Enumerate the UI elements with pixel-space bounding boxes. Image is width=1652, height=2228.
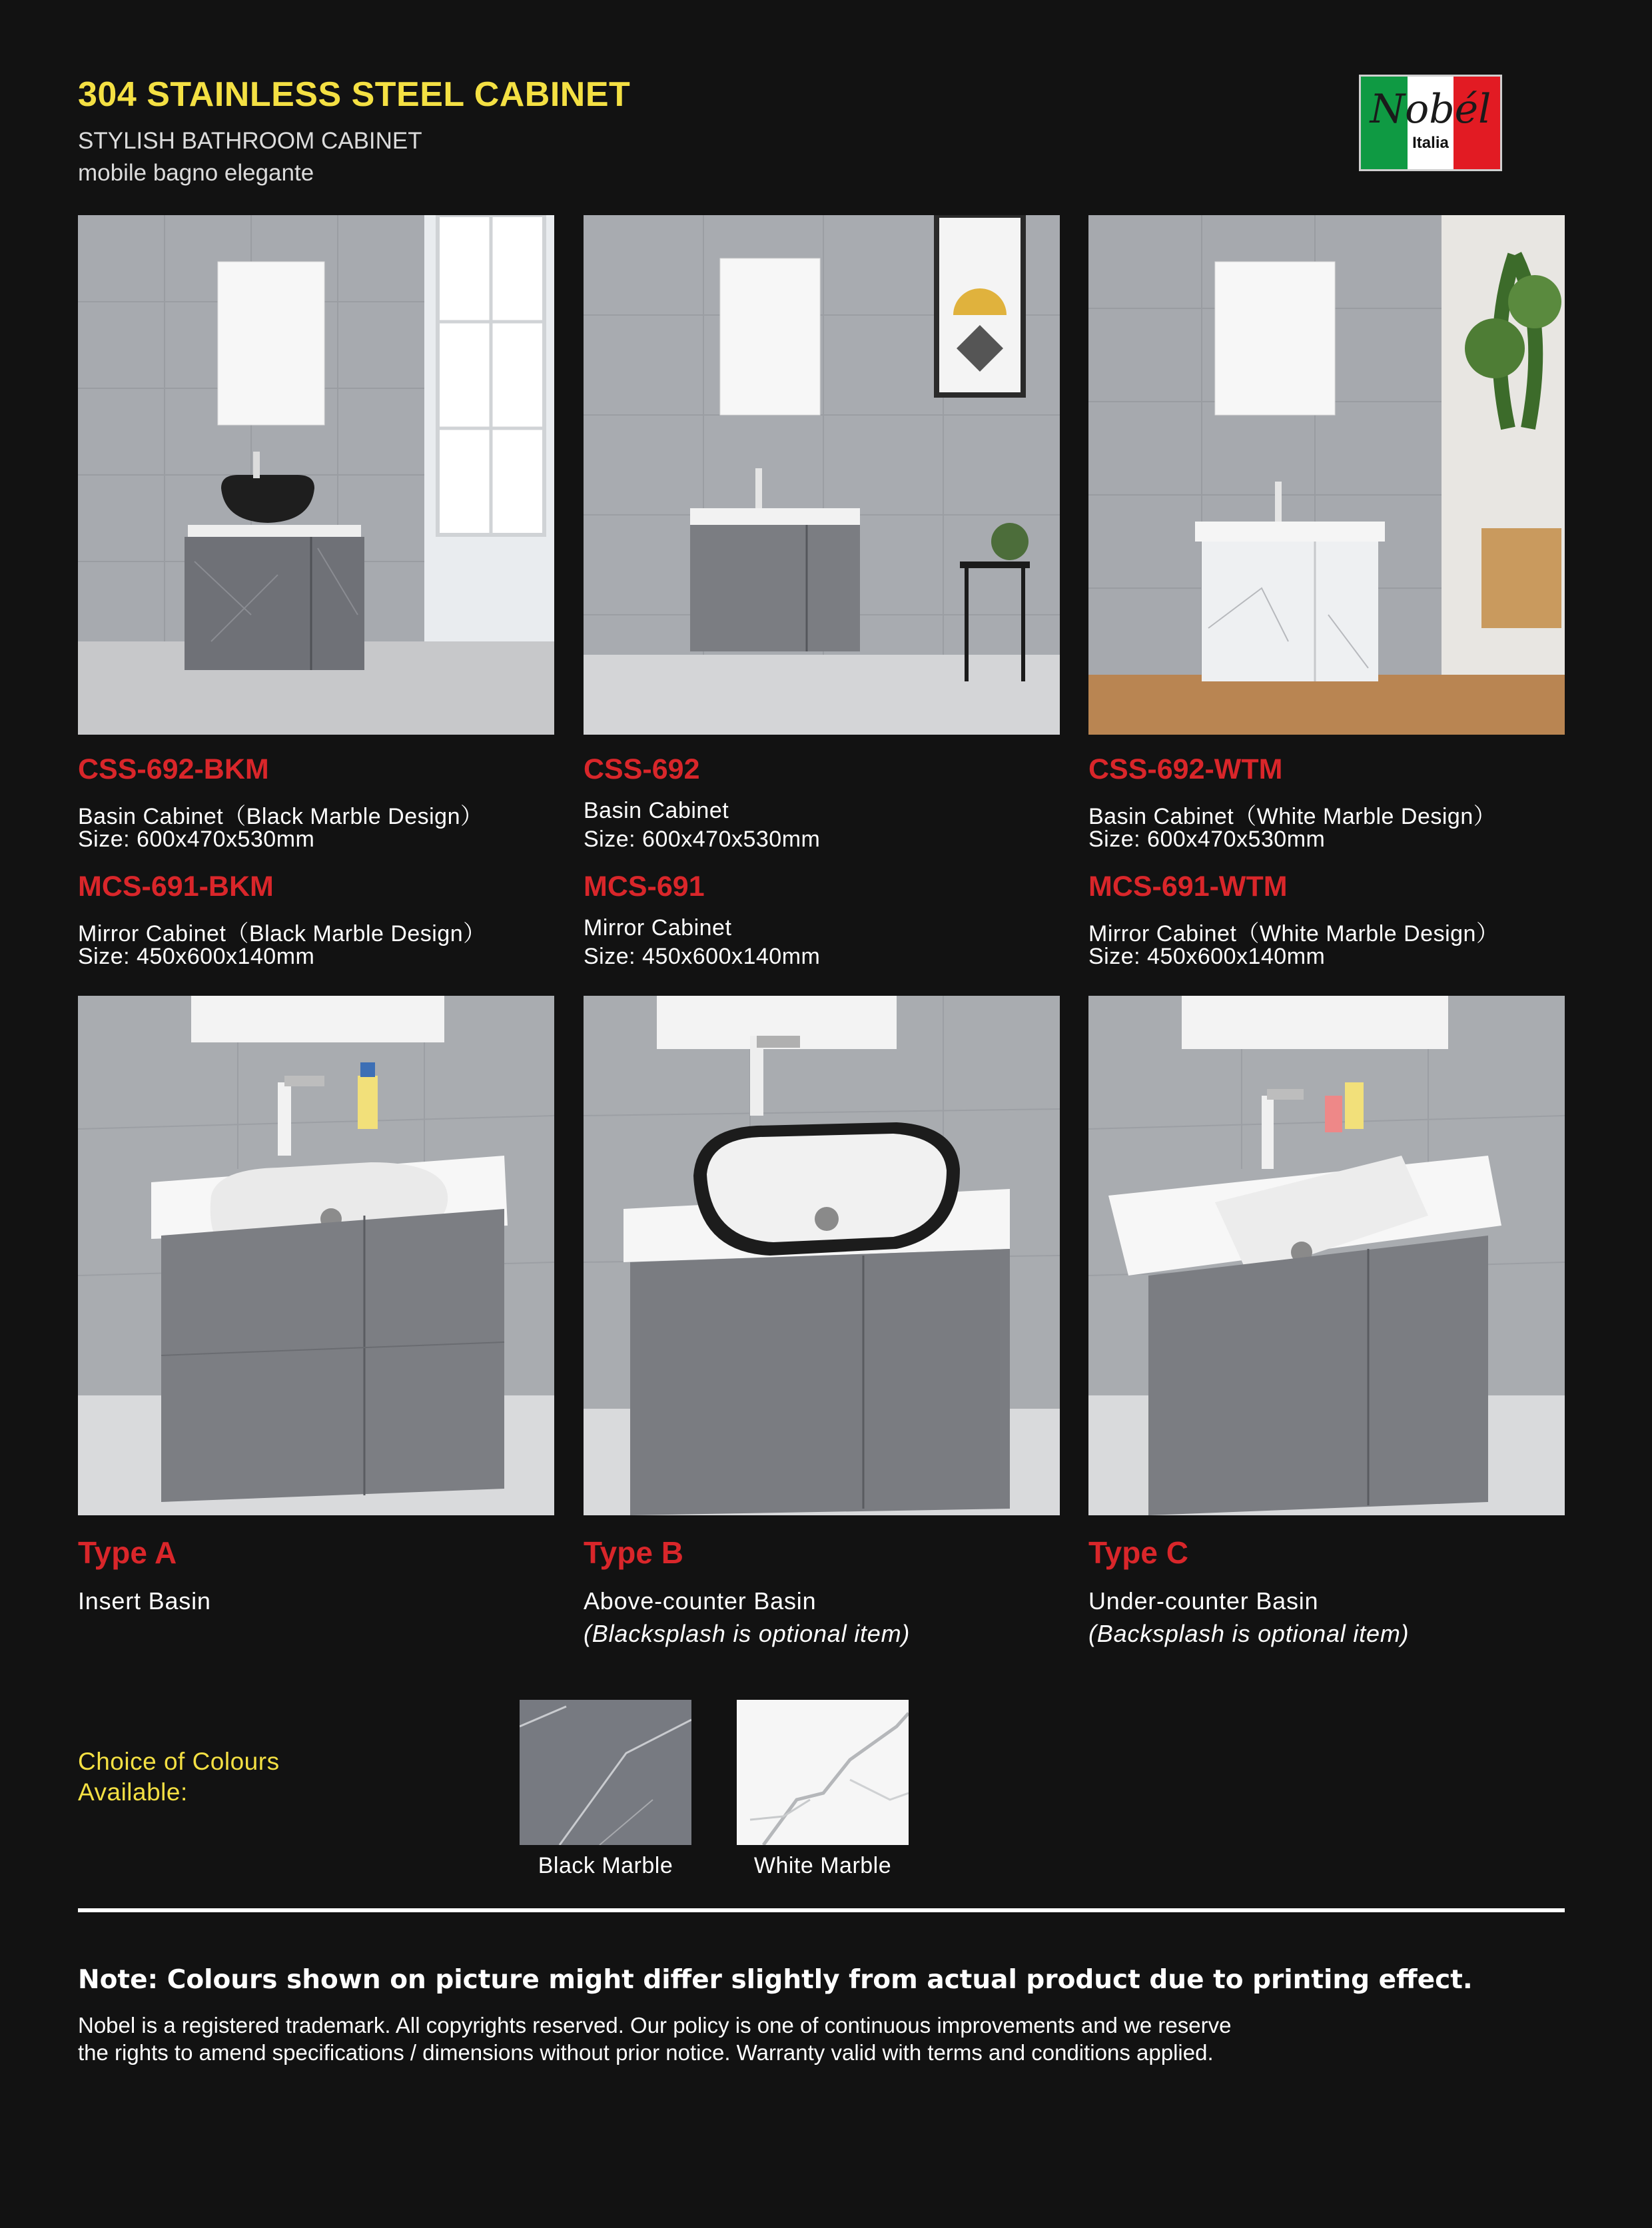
type-c-photo — [1088, 996, 1565, 1515]
mirror-code-std: MCS-691 — [584, 871, 705, 903]
type-b-desc: Above-counter Basin — [584, 1587, 817, 1615]
type-c-title: Type C — [1088, 1535, 1188, 1570]
white-marble-swatch — [737, 1700, 909, 1845]
white-marble-label: White Marble — [753, 1853, 892, 1878]
basin-code-wtm: CSS-692-WTM — [1088, 753, 1283, 785]
colour-choice-label — [78, 1746, 280, 1808]
basin-size-bkm: Size: 600x470x530mm — [78, 827, 315, 852]
type-b-note: (Blacksplash is optional item) — [584, 1620, 911, 1647]
mirror-desc-wtm: Mirror Cabinet（White Marble Design） — [1088, 921, 1499, 946]
product-photo-black-marble — [78, 215, 554, 735]
product-photo-standard — [584, 215, 1060, 735]
mirror-size-std: Size: 450x600x140mm — [584, 944, 821, 969]
mirror-desc-bkm: Mirror Cabinet（Black Marble Design） — [78, 921, 486, 946]
black-marble-label: Black Marble — [538, 1853, 673, 1878]
product-photo-white-marble — [1088, 215, 1565, 735]
logo-region: Italia — [1412, 134, 1449, 152]
legal-line-2: the rights to amend specifications / dimensions without prior notice. Warranty valid with terms and conditions applied. — [78, 2040, 1214, 2065]
page-subtitle: STYLISH BATHROOM CABINET — [78, 128, 422, 154]
colour-choice-line2: Available: — [78, 1778, 188, 1806]
type-a-photo — [78, 996, 554, 1515]
colour-choice-line1: Choice of Colours — [78, 1748, 280, 1775]
type-b-photo — [584, 996, 1060, 1515]
basin-code-std: CSS-692 — [584, 753, 700, 785]
basin-desc-std: Basin Cabinet — [584, 798, 729, 823]
divider — [78, 1908, 1565, 1912]
basin-size-std: Size: 600x470x530mm — [584, 827, 821, 852]
basin-size-wtm: Size: 600x470x530mm — [1088, 827, 1326, 852]
type-a-desc: Insert Basin — [78, 1587, 211, 1615]
nobel-italia-logo — [1359, 75, 1502, 171]
type-a-title: Type A — [78, 1535, 177, 1570]
page-title: 304 STAINLESS STEEL CABINET — [78, 75, 631, 114]
basin-desc-bkm: Basin Cabinet（Black Marble Design） — [78, 804, 484, 829]
basin-desc-wtm: Basin Cabinet（White Marble Design） — [1088, 804, 1497, 829]
logo-brand: Nobél — [1370, 86, 1491, 133]
type-c-desc: Under-counter Basin — [1088, 1587, 1319, 1615]
type-b-title: Type B — [584, 1535, 683, 1570]
basin-code-bkm: CSS-692-BKM — [78, 753, 269, 785]
mirror-code-wtm: MCS-691-WTM — [1088, 871, 1288, 903]
black-marble-swatch — [520, 1700, 691, 1845]
type-c-note: (Backsplash is optional item) — [1088, 1620, 1410, 1647]
page-subtitle-italian: mobile bagno elegante — [78, 160, 314, 186]
mirror-size-bkm: Size: 450x600x140mm — [78, 944, 315, 969]
colour-disclaimer-note: Note: Colours shown on picture might differ slightly from actual product due to printing effect. — [78, 1965, 1473, 1995]
mirror-size-wtm: Size: 450x600x140mm — [1088, 944, 1326, 969]
mirror-desc-std: Mirror Cabinet — [584, 915, 732, 940]
mirror-code-bkm: MCS-691-BKM — [78, 871, 274, 903]
legal-line-1: Nobel is a registered trademark. All copyrights reserved. Our policy is one of continuous improvements and we reserve — [78, 2013, 1232, 2038]
